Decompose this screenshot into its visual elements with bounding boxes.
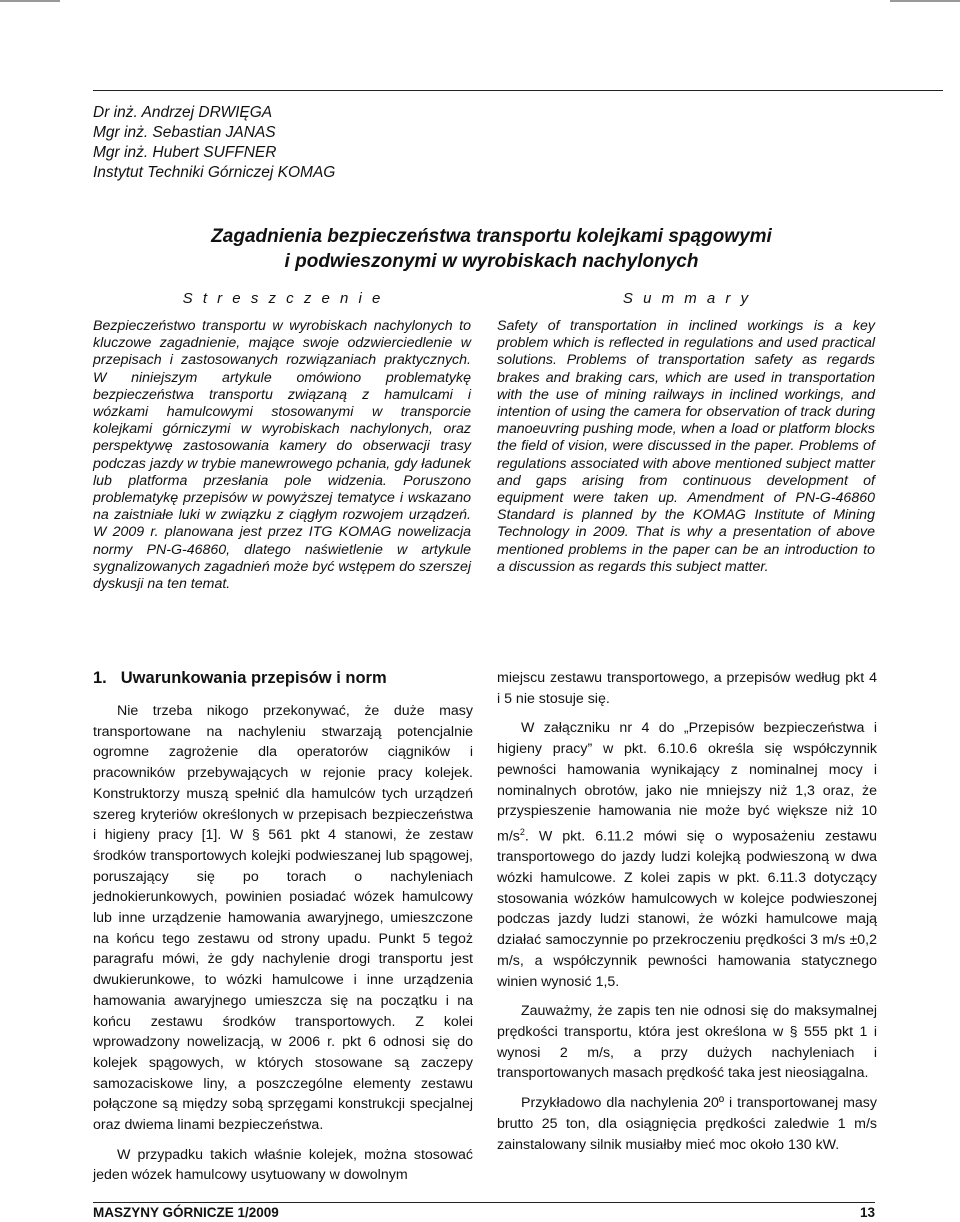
footer-rule <box>93 1202 875 1203</box>
page-number: 13 <box>859 1205 875 1220</box>
left-paragraph-2: W przypadku takich właśnie kolejek, można stosować jeden wózek hamulcowy usytuowany w dowolnym <box>93 1146 473 1184</box>
header-rule <box>93 90 943 91</box>
section-number: 1. <box>93 669 107 687</box>
right-paragraph-continued: miejscu zestawu transportowego, a przepisów według pkt 4 i 5 nie stosuje się. <box>497 670 877 707</box>
streszczenie-heading: S t r e s z c z e n i e <box>182 290 384 307</box>
summary-text: Safety of transportation in inclined workings is a key problem which is reflected in regulations and used practical solutions. Problems of transportation safety as regards brakes and braking cars, which are used in transportation with the use of mining railways in inclined workings, and intention of using the camera for observation of track during manoeuvring pushing mode, when a load or platform blocks the field of vision, were discussed in the paper. Problems of regulations associated with above mentioned subject matter and gaps arising from continuous development of equipment were taken up. Amendment of PN-G-46860 Standard is planned by the KOMAG Institute of Mining Technology in 2009. That is why a presentation of above mentioned problems in the paper can be an introduction to a discussion as regards this subject matter. <box>497 318 875 575</box>
section-heading <box>93 669 387 688</box>
right-paragraph-1 <box>497 718 877 992</box>
author-2: Mgr inż. Sebastian JANAS <box>93 124 276 141</box>
right-column <box>497 668 877 1155</box>
affiliation: Instytut Techniki Górniczej KOMAG <box>93 164 336 181</box>
author-block <box>93 103 335 183</box>
summary-heading: S u m m a r y <box>622 290 752 307</box>
right-paragraph-3: Przykładowo dla nachylenia 20º i transportowanej masy brutto 25 ton, dla osiągnięcia prędkości zaledwie 1 m/s zainstalowany silnik musiałby mieć moc około 130 kW. <box>497 1095 877 1153</box>
right-paragraph-1-b: . W pkt. 6.11.2 mówi się o wyposażeniu zestawu transportowego do jazdy ludzi kolejką podwieszoną w dwa wózki hamulcowe. Z kolei zapis w pkt. 6.11.3 dotyczący stosowania wózków hamulcowych w kolejce podwieszonej podczas jazdy ludzi stanowi, że wózki hamulcowe mają działać samoczynnie po przekroczeniu prędkości 3 m/s ±0,2 m/s, a współczynnik pewności hamowania statycznego winien wynosić 1,5. <box>497 828 877 990</box>
corner-mark-left <box>0 0 60 2</box>
left-column <box>93 701 473 1186</box>
streszczenie-text: Bezpieczeństwo transportu w wyrobiskach nachylonych to kluczowe zagadnienie, mające swoje odzwierciedlenie w przepisach i zastosowanych rozwiązaniach praktycznych. W niniejszym artykule omówiono problematykę bezpieczeństwa transportu związaną z hamulcami i wózkami hamulcowymi stosowanymi w transporcie kolejkami górniczymi w wyrobiskach nachylonych, oraz perspektywę zastosowania kamery do obserwacji trasy podczas jazdy w trybie manewrowego pchania, gdy ładunek lub platforma przesłania pole widzenia. Poruszono problematykę przepisów w powyższej tematyce i wskazano na zaistniałe luki w związku z ciągłym rozwojem urządzeń. W 2009 r. planowana jest przez ITG KOMAG nowelizacja normy PN-G-46860, dlatego naświetlenie w artykule sygnalizowanych zagadnień może być wstępem do szerszej dyskusji na ten temat. <box>93 318 471 593</box>
corner-mark-right <box>890 0 960 2</box>
right-paragraph-1-a: W załączniku nr 4 do „Przepisów bezpieczeństwa i higieny pracy” w pkt. 6.10.6 określa się współczynnik pewności hamowania wynikający z nominalnej mocy i nominalnych obrotów, jako nie mniejszy niż 1,3 oraz, że przyspieszenie hamowania nie może być większe niż 10 m/s <box>497 720 877 845</box>
left-paragraph-1: Nie trzeba nikogo przekonywać, że duże masy transportowane na nachyleniu stwarzają potencjalnie ogromne zagrożenie dla operatorów ciągników i pracowników przebywających w rejonie pracy kolejek. Konstruktorzy muszą spełnić dla hamulców tych urządzeń szereg kryteriów określonych w przepisach bezpieczeństwa i higieny pracy [1]. W § 561 pkt 4 stanowi, że zestaw środków transportowych kolejki podwieszanej lub spągowej, poruszający się po torach o nachyleniach jednokierunkowych, powinien posiadać wózek hamulcowy lub inne urządzenie hamowania awaryjnego, umieszczone na końcu tego zestawu od strony upadu. Punkt 5 tegoż paragrafu mówi, że gdy nachylenie drogi transportu jest dwukierunkowe, to wózki hamulcowe i inne urządzenia hamowania awaryjnego umieszcza się na początku i na końcu zestawu środków transportowych. Z kolei wprowadzony nowelizacją, w 2006 r. pkt 6 odnosi się do kolejek spągowych, w których stosowane są zaczepy samozaciskowe liny, a poszczególne elementy zestawu połączone są między sobą sprzęgami konstrukcji specjalnej oraz dwiema linami bezpieczeństwa. <box>93 703 473 1134</box>
section-title: Uwarunkowania przepisów i norm <box>120 669 387 687</box>
paper-title <box>93 224 890 274</box>
title-line-2: i podwieszonymi w wyrobiskach nachylonych <box>284 251 699 272</box>
superscript-2: 2 <box>519 826 525 837</box>
author-3: Mgr inż. Hubert SUFFNER <box>93 144 277 161</box>
streszczenie-abstract <box>93 318 471 593</box>
title-line-1: Zagadnienia bezpieczeństwa transportu kolejkami spągowymi <box>211 226 772 247</box>
summary-abstract <box>497 318 875 576</box>
right-paragraph-2: Zauważmy, że zapis ten nie odnosi się do maksymalnej prędkości transportu, która jest określona w § 555 pkt 1 i wynosi 2 m/s, a przy dużych nachyleniach i transportowanych masach prędkość taka jest nieosiągalna. <box>497 1003 877 1082</box>
journal-name: MASZYNY GÓRNICZE 1/2009 <box>93 1205 279 1220</box>
author-1: Dr inż. Andrzej DRWIĘGA <box>93 104 273 121</box>
